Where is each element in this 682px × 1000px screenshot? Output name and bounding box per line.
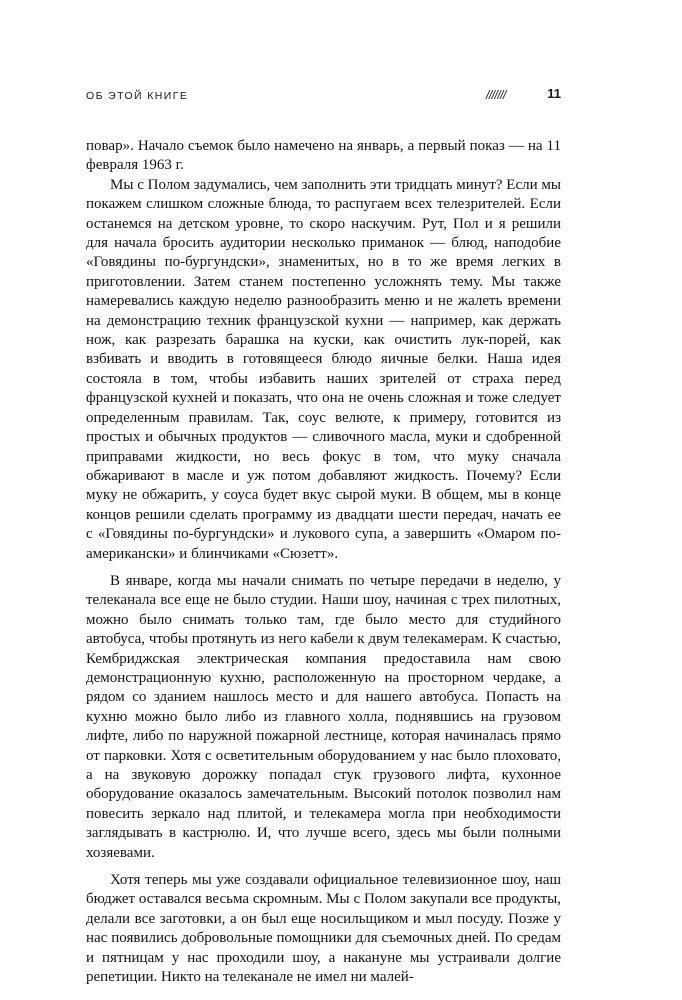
paragraph: Мы с Полом задумались, чем заполнить эти тридцать минут? Если мы покажем слишком сложные блюда, то распугаем всех телезрителей. Если останемся на детском уровне, то скоро наскучим. Рут, Пол и я решили для начала бросить аудитории несколько приманок — блюд, наподобие «Говядины по-бургундски», знаменитых, но в то же время легких в приготовлении. Затем станем постепенно усложнять тему. Мы также намеревались каждую неделю разнообразить меню и не жалеть времени на демонстрацию техник французской кухни — например, как держать нож, как разрезать барашка на куски, как очистить лук-порей, как взбивать и вводить в готовящееся блюдо яичные белки. Наша идея состояла в том, чтобы избавить наших зрителей от страха перед французской кухней и показать, что она не очень сложная и тоже следует определенным правилам. Так, соус велюте, к примеру, готовится из простых и обычных продуктов — сливочного масла, муки и сдобренной приправами жидкости, но весь фокус в том, что муку сначала обжаривают в масле и уж потом добавляют жидкость. Почему? Если муку не обжарить, у соуса будет вкус сырой муки. В общем, мы в конце концов решили сделать программу из двадцати шести передач, начать ее с «Говядины по-бургундски» и лукового супа, а завершить «Омаром по-американски» и блинчиками «Сюзетт».: [86, 176, 561, 562]
header-decoration: ///////: [486, 88, 506, 102]
paragraph: Хотя теперь мы уже создавали официальное телевизионное шоу, наш бюджет оставался весьма скромным. Мы с Полом закупали все продукты, делали все заготовки, а он был еще носильщиком и мыл посуду. Позже у нас появились добровольные помощники для съемочных дней. По средам и пятницам у нас проходили шоу, а накануне мы устраивали долгие репетиции. Никто на телеканале не имел ни малей-: [86, 872, 561, 986]
paragraph: В январе, когда мы начали снимать по четыре передачи в неделю, у телеканала все еще не было студии. Наши шоу, начиная с трех пилотных, можно было снимать только там, где было место для студийного автобуса, чтобы протянуть из него кабели к двум телекамерам. К счастью, Кембриджская электрическая компания предоставила нам свою демонстрационную кухню, расположенную на просторном чердаке, а рядом со зданием нашлось место и для нашего автобуса. Попасть на кухню можно было либо из главного холла, поднявшись на грузовом лифте, либо по наружной пожарной лестнице, которая начиналась прямо от парковки. Хотя с осветительным оборудованием у нас было плоховато, а на звуковую дорожку попадал стук грузового лифта, кухонное оборудование оказалось замечательным. Высокий потолок позволил нам повесить зеркало над плитой, и телекамера могла при необходимости заглядывать в кастрюлю. И, что лучше всего, здесь мы были полными хозяевами.: [86, 572, 561, 861]
page-number: 11: [547, 86, 561, 101]
body-text: [86, 137, 561, 987]
section-title: ОБ ЭТОЙ КНИГЕ: [86, 90, 189, 102]
paragraph-continued: повар». Начало съемок было намечено на январь, а первый показ — на 11 февраля 1963 г.: [86, 138, 561, 174]
running-header: [86, 86, 561, 106]
